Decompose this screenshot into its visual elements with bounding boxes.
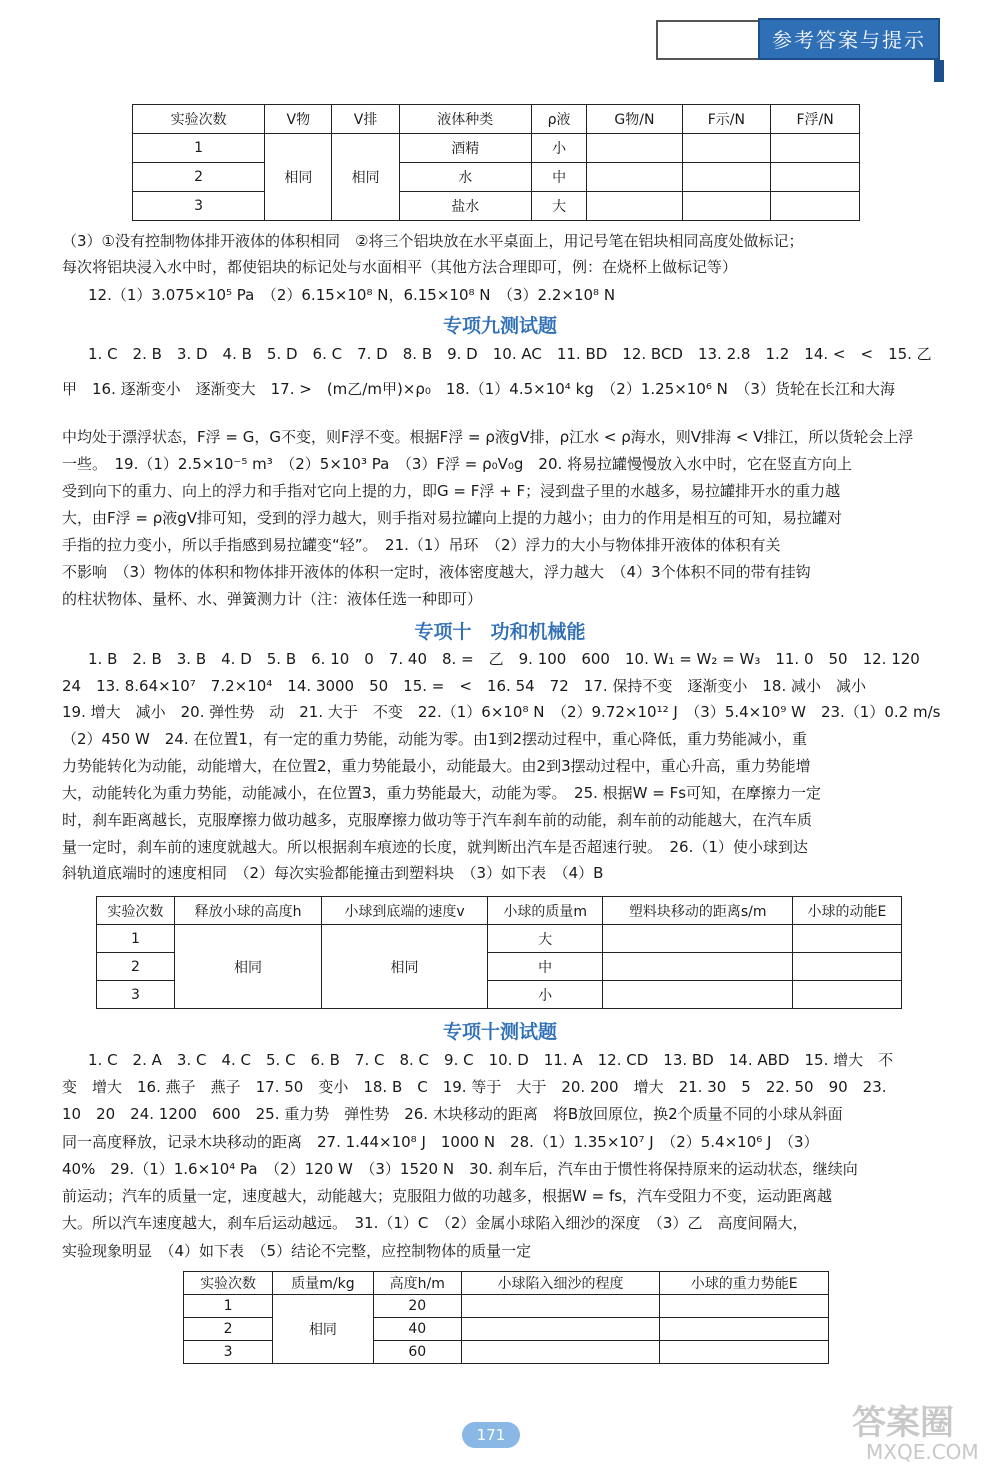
table-cell: 中: [487, 953, 603, 981]
table-cell: [792, 925, 901, 953]
table-header-cell: 小球陷入细沙的程度: [461, 1272, 660, 1295]
table-header-cell: 实验次数: [184, 1272, 273, 1295]
table-cell: [682, 192, 771, 221]
table-cell: 盐水: [399, 192, 531, 221]
table-row: [133, 134, 860, 163]
table-cell: 1: [97, 925, 175, 953]
watermark-url: MXQE.COM: [866, 1440, 979, 1464]
table-cell: 相同: [273, 1295, 374, 1364]
table-cell: 相同: [332, 134, 399, 221]
answer-line: 1. C 2. A 3. C 4. C 5. C 6. B 7. C 8. C 9. C 10. D 11. A 12. CD 13. BD 14. ABD 15. 增大 不: [88, 1051, 894, 1069]
table-potential-energy: [183, 1271, 829, 1364]
answer-line: 19. 增大 减小 20. 弹性势 动 21. 大于 不变 22.（1）6×10⁸ N （2）9.72×10¹² J （3）5.4×10⁹ W 23.（1）0.2 m/s: [62, 703, 941, 721]
table-cell: [603, 925, 792, 953]
answer-line: 每次将铝块浸入水中时，都使铝块的标记处与水面相平（其他方法合理即可，例：在烧杯上做标记等）: [62, 258, 738, 276]
table-cell: [660, 1341, 829, 1364]
table-header-row: [184, 1272, 829, 1295]
section-heading: 专项十 功和机械能: [414, 621, 586, 643]
table-header-cell: 塑料块移动的距离s/m: [603, 897, 792, 925]
table-header-cell: 实验次数: [133, 105, 265, 134]
header-corner-decoration: [934, 60, 944, 82]
table-cell: 3: [184, 1341, 273, 1364]
answer-line: 中均处于漂浮状态，F浮 = G，G不变，则F浮不变。根据F浮 = ρ液gV排，ρ江水 < ρ海水，则V排海 < V排江，所以货轮会上浮: [62, 428, 914, 446]
answer-line: 变 增大 16. 燕子 燕子 17. 50 变小 18. B C 19. 等于 大于 20. 200 增大 21. 30 5 22. 50 90 23.: [62, 1078, 887, 1096]
table-cell: [461, 1341, 660, 1364]
answer-line: 受到向下的重力、向上的浮力和手指对它向上提的力，即G = F浮 + F；浸到盘子里的水越多，易拉罐排开水的重力越: [62, 482, 841, 500]
table-cell: 相同: [322, 925, 488, 1009]
table-cell: 相同: [265, 134, 332, 221]
table-header-cell: V物: [265, 105, 332, 134]
table-header-row: [97, 897, 902, 925]
table-cell: [461, 1295, 660, 1318]
answer-line: 24 13. 8.64×10⁷ 7.2×10⁴ 14. 3000 50 15. = < 16. 54 72 17. 保持不变 逐渐变小 18. 减小 减小: [62, 677, 866, 695]
table-cell: [682, 163, 771, 192]
table-header-cell: F示/N: [682, 105, 771, 134]
header-blank-box: [656, 20, 758, 60]
table-cell: 20: [373, 1295, 461, 1318]
table-cell: [792, 953, 901, 981]
table-kinetic-energy: [96, 896, 902, 1009]
table-cell: [682, 134, 771, 163]
table-header-cell: 小球的重力势能E: [660, 1272, 829, 1295]
table-cell: [660, 1318, 829, 1341]
table-cell: 中: [531, 163, 586, 192]
table-cell: 60: [373, 1341, 461, 1364]
table-cell: [587, 192, 682, 221]
table-header-cell: 质量m/kg: [273, 1272, 374, 1295]
table-cell: 小: [487, 981, 603, 1009]
section-heading: 专项十测试题: [442, 1021, 557, 1043]
table-row: [133, 163, 860, 192]
table-cell: 2: [97, 953, 175, 981]
answer-line: 大，动能转化为重力势能，动能减小，在位置3，重力势能最大，动能为零。 25. 根据W = Fs可知，在摩擦力一定: [62, 784, 822, 802]
table-buoyancy: [132, 104, 860, 221]
watermark-logo: 答案圈: [852, 1403, 954, 1443]
table-cell: 1: [133, 134, 265, 163]
table-header-cell: V排: [332, 105, 399, 134]
table-header-cell: 高度h/m: [373, 1272, 461, 1295]
answer-line: 40% 29.（1）1.6×10⁴ Pa （2）120 W （3）1520 N 30. 刹车后，汽车由于惯性将保持原来的运动状态，继续向: [62, 1160, 858, 1178]
answer-line: 不影响 （3）物体的体积和物体排开液体的体积一定时，液体密度越大，浮力越大 （4）3个体积不同的带有挂钩: [62, 563, 811, 581]
answer-line: 12.（1）3.075×10⁵ Pa （2）6.15×10⁸ N，6.15×10⁸ N （3）2.2×10⁸ N: [88, 286, 616, 304]
table-header-row: [133, 105, 860, 134]
answer-line: 大，由F浮 = ρ液gV排可知，受到的浮力越大，则手指对易拉罐向上提的力越小；由力的作用是相互的可知，易拉罐对: [62, 509, 843, 527]
table-cell: [792, 981, 901, 1009]
answer-line: 前运动；汽车的质量一定，速度越大，动能越大；克服阻力做的功越多，根据W = fs，汽车受阻力不变，运动距离越: [62, 1187, 833, 1205]
table-cell: 3: [97, 981, 175, 1009]
answer-line: 1. C 2. B 3. D 4. B 5. D 6. C 7. D 8. B 9. D 10. AC 11. BD 12. BCD 13. 2.8 1.2 14. < < 15. 乙: [88, 345, 932, 363]
table-cell: 40: [373, 1318, 461, 1341]
table-header-cell: 释放小球的高度h: [174, 897, 321, 925]
table-header-cell: 液体种类: [399, 105, 531, 134]
table-header-cell: 小球的动能E: [792, 897, 901, 925]
answer-line: （3）①没有控制物体排开液体的体积相同 ②将三个铝块放在水平桌面上，用记号笔在铝块相同高度处做标记；: [62, 232, 804, 250]
table-row: [97, 925, 902, 953]
answer-line: （2）450 W 24. 在位置1，有一定的重力势能，动能为零。由1到2摆动过程中，重心降低，重力势能减小，重: [62, 730, 808, 748]
answer-line: 时，刹车距离越长，克服摩擦力做功越多，克服摩擦力做功等于汽车刹车前的动能，刹车前的动能越大，在汽车质: [62, 811, 813, 829]
table-cell: 酒精: [399, 134, 531, 163]
table-cell: [660, 1295, 829, 1318]
answer-line: 大。所以汽车速度越大，刹车后运动越远。 31.（1）C （2）金属小球陷入细沙的深度 （3）乙 高度间隔大，: [62, 1214, 808, 1232]
table-cell: [603, 981, 792, 1009]
answer-line: 1. B 2. B 3. B 4. D 5. B 6. 10 0 7. 40 8. = 乙 9. 100 600 10. W₁ = W₂ = W₃ 11. 0 50 12. 120: [88, 650, 920, 668]
answer-line: 量一定时，刹车前的速度就越大。所以根据刹车痕迹的长度，就判断出汽车是否超速行驶。 26.（1）使小球到达: [62, 838, 808, 856]
table-cell: [771, 134, 860, 163]
answer-line: 甲 16. 逐渐变小 逐渐变大 17. > (m乙/m甲)×ρ₀ 18.（1）4.5×10⁴ kg （2）1.25×10⁶ N （3）货轮在长江和大海: [62, 380, 895, 398]
answer-line: 10 20 24. 1200 600 25. 重力势 弹性势 26. 木块移动的距离 将B放回原位，换2个质量不同的小球从斜面: [62, 1105, 843, 1123]
header-banner: [656, 18, 940, 60]
table-cell: 大: [487, 925, 603, 953]
answer-line: 的柱状物体、量杯、水、弹簧测力计（注：液体任选一种即可）: [62, 590, 483, 608]
table-cell: 相同: [174, 925, 321, 1009]
table-cell: [461, 1318, 660, 1341]
table-cell: [771, 163, 860, 192]
table-cell: [587, 163, 682, 192]
table-cell: 2: [133, 163, 265, 192]
table-header-cell: G物/N: [587, 105, 682, 134]
answer-line: 同一高度释放，记录木块移动的距离 27. 1.44×10⁸ J 1000 N 28.（1）1.35×10⁷ J （2）5.4×10⁶ J （3）: [62, 1133, 819, 1151]
table-row: [133, 192, 860, 221]
table-header-cell: 小球到底端的速度v: [322, 897, 488, 925]
table-cell: 水: [399, 163, 531, 192]
table-header-cell: ρ液: [531, 105, 586, 134]
answer-line: 力势能转化为动能，动能增大，在位置2，重力势能最小，动能最大。由2到3摆动过程中，重心升高，重力势能增: [62, 757, 811, 775]
table-cell: [587, 134, 682, 163]
answer-line: 斜轨道底端时的速度相同 （2）每次实验都能撞击到塑料块 （3）如下表 （4）B: [62, 864, 604, 882]
table-cell: [603, 953, 792, 981]
table-cell: 1: [184, 1295, 273, 1318]
table-cell: [771, 192, 860, 221]
table-cell: 2: [184, 1318, 273, 1341]
page-number: 171: [462, 1422, 520, 1448]
table-cell: 3: [133, 192, 265, 221]
table-header-cell: 小球的质量m: [487, 897, 603, 925]
table-header-cell: F浮/N: [771, 105, 860, 134]
answer-line: 一些。 19.（1）2.5×10⁻⁵ m³ （2）5×10³ Pa （3）F浮 = ρ₀V₀g 20. 将易拉罐慢慢放入水中时，它在竖直方向上: [62, 455, 853, 473]
answer-line: 手指的拉力变小，所以手指感到易拉罐变“轻”。 21.（1）吊环 （2）浮力的大小与物体排开液体的体积有关: [62, 536, 781, 554]
section-heading: 专项九测试题: [442, 315, 557, 337]
table-row: [184, 1295, 829, 1318]
table-cell: 大: [531, 192, 586, 221]
header-label: 参考答案与提示: [758, 18, 940, 60]
answer-line: 实验现象明显 （4）如下表 （5）结论不完整，应控制物体的质量一定: [62, 1242, 532, 1260]
table-header-cell: 实验次数: [97, 897, 175, 925]
table-cell: 小: [531, 134, 586, 163]
